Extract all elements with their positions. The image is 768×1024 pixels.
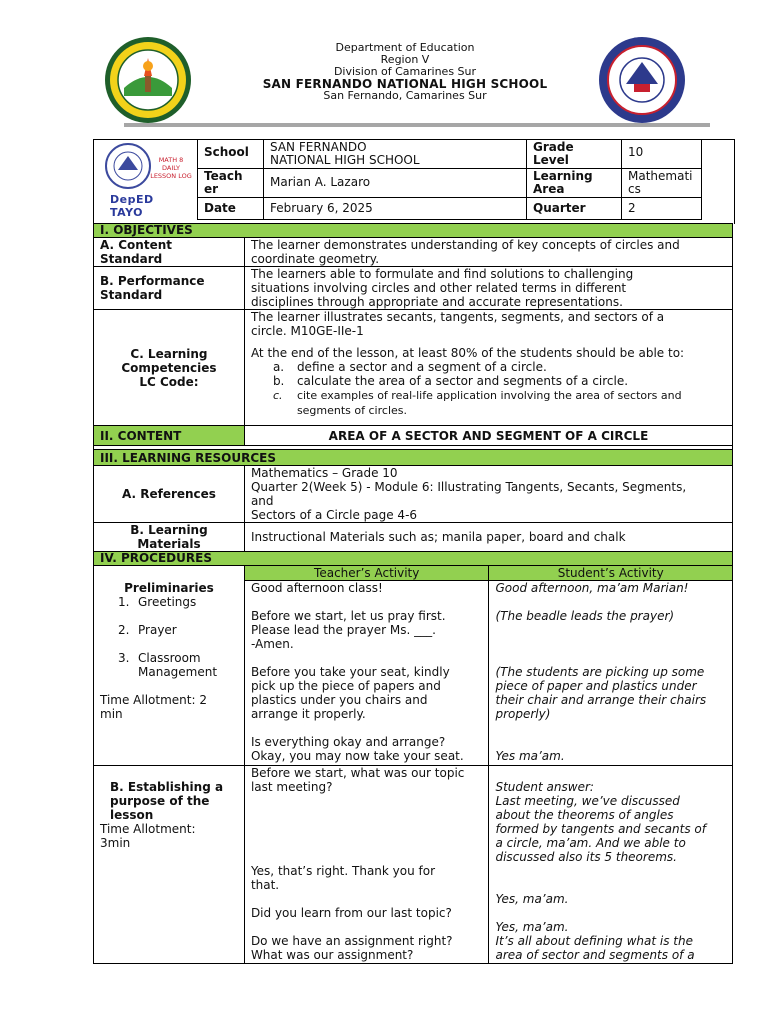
prelim-item: [118, 623, 238, 637]
preliminaries-cell: [94, 581, 245, 766]
letterhead: [200, 42, 610, 102]
lc-marker: a.: [272, 360, 285, 374]
content-standard-text: The learner demonstrates understanding of key concepts of circles and coordinate geometry.: [244, 238, 732, 267]
lc-item: [273, 360, 726, 374]
school-value: SAN FERNANDO NATIONAL HIGH SCHOOL: [264, 140, 527, 169]
lc-item: [273, 374, 726, 388]
learning-area-value: Mathemati cs: [622, 169, 702, 198]
teacher-line: Before we start, let us pray first. Please lead the prayer Ms. ___. -Amen.: [250, 609, 446, 651]
references-text: Mathematics – Grade 10 Quarter 2(Week 5) - Module 6: Illustrating Tangents, Secants, Segments, and Sectors of a Circle page 4-6: [244, 466, 732, 523]
quarter-label: Quarter: [527, 198, 622, 220]
lc-intro: At the end of the lesson, at least 80% of the students should be able to:: [250, 346, 685, 360]
logo-line-3: LESSON LOG: [150, 172, 192, 180]
teacher-line: Before you take your seat, kindly pick up the piece of papers and plastics under you chairs and arrange it properly.: [250, 665, 450, 721]
lc-text: cite examples of real-life application involving the area of sectors and segments of circles.: [296, 389, 682, 417]
content-standard-label: A. Content Standard: [94, 238, 245, 267]
date-value: February 6, 2025: [264, 198, 527, 220]
materials-label: B. Learning Materials: [94, 523, 245, 552]
student-line: Student answer: Last meeting, we’ve discussed about the theorems of angles formed by tangents and secants of a circle, ma’am. And we able to discussed also its 5 theorems.: [495, 780, 706, 864]
teacher-value: Marian A. Lazaro: [264, 169, 527, 198]
teacher-line: Is everything okay and arrange? Okay, you may now take your seat.: [250, 735, 464, 763]
student-line: Yes ma’am.: [495, 749, 565, 763]
math-dll-label: [146, 156, 196, 180]
header-divider: [124, 123, 710, 127]
prelim-text: Prayer: [138, 622, 177, 637]
logo-line-1: MATH 8: [158, 156, 184, 164]
prelim-item: [118, 595, 238, 609]
student-line: Yes, ma’am. It’s all about defining what is the area of sector and segments of a: [495, 920, 695, 962]
student-line: (The beadle leads the prayer): [495, 609, 675, 623]
preliminaries-teacher-cell: [244, 581, 489, 766]
references-label: A. References: [94, 466, 245, 523]
school-label: School: [198, 140, 264, 169]
school-name: SAN FERNANDO NATIONAL HIGH SCHOOL: [262, 77, 548, 91]
lc-marker: b.: [272, 374, 285, 388]
prelim-num: 1.: [118, 594, 130, 609]
info-table: [197, 139, 702, 220]
lc-marker: c.: [272, 389, 283, 402]
establishing-teacher-cell: [244, 766, 489, 964]
school-seal: [598, 36, 686, 124]
establishing-time: Time Allotment: 3min: [100, 822, 196, 850]
content-heading: II. CONTENT: [94, 426, 245, 446]
performance-standard-label: B. Performance Standard: [94, 267, 245, 310]
procedures-heading: IV. PROCEDURES: [94, 552, 733, 566]
establishing-cell: [94, 766, 245, 964]
learning-area-label: Learning Area: [527, 169, 622, 198]
lc-text: calculate the area of a sector and segments of a circle.: [296, 374, 629, 388]
student-line: (The students are picking up some piece of paper and plastics under their chair and arrange their chairs properly): [495, 665, 707, 721]
prelim-text: Classroom Management: [138, 650, 218, 679]
resources-heading: III. LEARNING RESOURCES: [94, 450, 733, 466]
student-activity-header: Student’s Activity: [489, 566, 733, 581]
preliminaries-time: Time Allotment: 2 min: [100, 692, 207, 721]
student-line: Yes, ma’am.: [495, 892, 569, 906]
teacher-line: Do we have an assignment right? What was our assignment?: [250, 934, 453, 962]
lesson-plan-table: [93, 223, 733, 964]
student-line: Good afternoon, ma’am Marian!: [495, 581, 689, 595]
teacher-label: Teach er: [198, 169, 264, 198]
grade-value: 10: [622, 140, 702, 169]
preliminaries-student-cell: [489, 581, 733, 766]
deped-tayo-logo: DepED TAYO: [110, 193, 154, 219]
prelim-text: Greetings: [138, 594, 197, 609]
teacher-line: Did you learn from our last topic?: [250, 906, 452, 920]
performance-standard-text: The learners able to formulate and find solutions to challenging situations involving circles and other related terms in different disciplines through appropriate and accurate representations.: [244, 267, 732, 310]
materials-text: Instructional Materials such as; manila paper, board and chalk: [244, 523, 732, 552]
school-address: San Fernando, Camarines Sur: [323, 89, 487, 102]
preliminaries-title: Preliminaries: [124, 580, 214, 595]
prelim-num: 3.: [118, 650, 130, 665]
establishing-title: B. Establishing a purpose of the lesson: [110, 780, 224, 822]
learning-competencies-label: C. Learning Competencies LC Code:: [94, 310, 245, 426]
establishing-student-cell: [489, 766, 733, 964]
quarter-value: 2: [622, 198, 702, 220]
division-line: Division of Camarines Sur: [333, 65, 477, 78]
division-seal: [104, 36, 192, 124]
lc-statement: The learner illustrates secants, tangents, segments, and sectors of a circle. M10GE-IIe-1: [250, 310, 665, 338]
content-title: AREA OF A SECTOR AND SEGMENT OF A CIRCLE: [244, 426, 732, 446]
date-label: Date: [198, 198, 264, 220]
teacher-activity-header: Teacher’s Activity: [244, 566, 489, 581]
objectives-heading: I. OBJECTIVES: [94, 224, 733, 238]
grade-label: Grade Level: [527, 140, 622, 169]
teacher-line: Before we start, what was our topic last meeting?: [250, 766, 465, 794]
prelim-num: 2.: [118, 622, 130, 637]
learning-competencies-cell: [244, 310, 732, 426]
region-line: Region V: [380, 53, 430, 66]
prelim-item: [118, 651, 238, 679]
teacher-line: Good afternoon class!: [250, 581, 383, 595]
teacher-line: Yes, that’s right. Thank you for that.: [250, 864, 436, 892]
logo-line-2: DAILY: [162, 164, 180, 172]
procedures-blank: [94, 566, 245, 581]
lc-item: [273, 388, 726, 418]
lc-text: define a sector and a segment of a circle.: [296, 360, 547, 374]
department-line: Department of Education: [335, 41, 475, 54]
